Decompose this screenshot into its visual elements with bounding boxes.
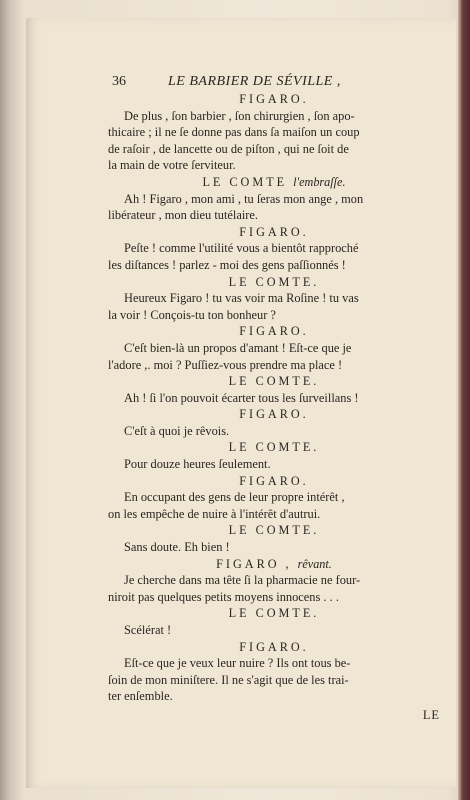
speaker-name [108,522,440,539]
speaker-label: LE COMTE. [228,274,320,289]
text-line: la voir ! Conçois-tu ton bonheur ? [108,307,276,322]
text-line: Ah ! ſi l'on pouvoit écarter tous les ſurveillans ! [124,390,359,405]
speaker-name [108,174,440,191]
speaker-name [108,91,440,108]
speaker-label: LE COMTE. [228,374,320,389]
text-line: Scélérat ! [124,623,172,637]
book-spine [458,0,470,800]
stage-direction: rêvant. [297,556,332,571]
speaker-label: FIGARO. [239,473,309,488]
speaker-name [108,639,440,656]
speaker-name [108,323,440,340]
speaker-name [108,605,440,622]
text-line: Sans doute. Eh bien ! [124,540,230,555]
speaker-label: FIGARO , [216,556,292,571]
text-line: libérateur , mon dieu tutélaire. [108,208,259,223]
text-line: de raſoir , de lancette ou de piſton , qui ne ſoit de [108,141,349,156]
speaker-name [108,439,440,456]
speaker-label: FIGARO. [239,92,309,106]
speaker-name [108,373,440,390]
text-line: Heureux Figaro ! tu vas voir ma Roſine ! tu vas [124,291,359,306]
speaker-label: LE COMTE. [228,523,320,538]
speaker-name [108,274,440,291]
speaker-label: LE COMTE. [228,440,320,455]
stage-direction: l'embraſſe. [293,174,346,189]
speaker-label: FIGARO. [239,407,309,422]
text-line: on les empêche de nuire à l'intérêt d'autrui. [108,506,321,521]
text-line: En occupant des gens de leur propre intérêt , [124,490,345,505]
text-line: Ah ! Figaro , mon ami , tu ſeras mon ange , mon [124,191,364,206]
text-line: Pour douze heures ſeulement. [124,457,271,472]
catchword: LE [422,707,440,722]
speaker-label: LE COMTE [202,174,288,189]
text-line: C'eſt à quoi je rêvois. [124,423,230,438]
speaker-label: LE COMTE. [228,606,320,621]
text-line: C'eſt bien-là un propos d'amant ! Eſt-ce que je [124,340,352,355]
text-line: Je cherche dans ma tête ſi la pharmacie ne four- [124,573,361,588]
speaker-name [108,473,440,490]
text-line: ſoin de mon miniſtere. Il ne s'agit que de les trai- [108,672,349,687]
speaker-name [108,224,440,241]
page-header [108,74,440,91]
speaker-name [108,406,440,423]
speaker-label: FIGARO. [239,224,309,239]
page-text [108,74,440,724]
text-line: l'adore ,. moi ? Puſſiez-vous prendre ma place ! [108,357,343,372]
dialogue-body [108,91,440,705]
speaker-label: FIGARO. [239,324,309,339]
text-line: Peſte ! comme l'utilité vous a bientôt rapproché [124,241,359,256]
text-line: les diſtances ! parlez - moi des gens paſſionnés ! [108,257,346,272]
text-line: De plus , ſon barbier , ſon chirurgien , ſon apo- [124,108,355,123]
speaker-name [108,556,440,573]
text-line: Eſt-ce que je veux leur nuire ? Ils ont tous be- [124,656,351,671]
text-line: ter enſemble. [108,689,173,704]
text-line: thicaire ; il ne ſe donne pas dans ſa maiſon un coup [108,125,360,140]
running-title: LE BARBIER DE SÉVILLE , [168,74,341,89]
text-line: niroit pas quelques petits moyens innocens . . . [108,589,339,604]
speaker-label: FIGARO. [239,639,309,654]
text-line: la main de votre ſerviteur. [108,158,236,173]
page-number: 36 [112,74,126,89]
